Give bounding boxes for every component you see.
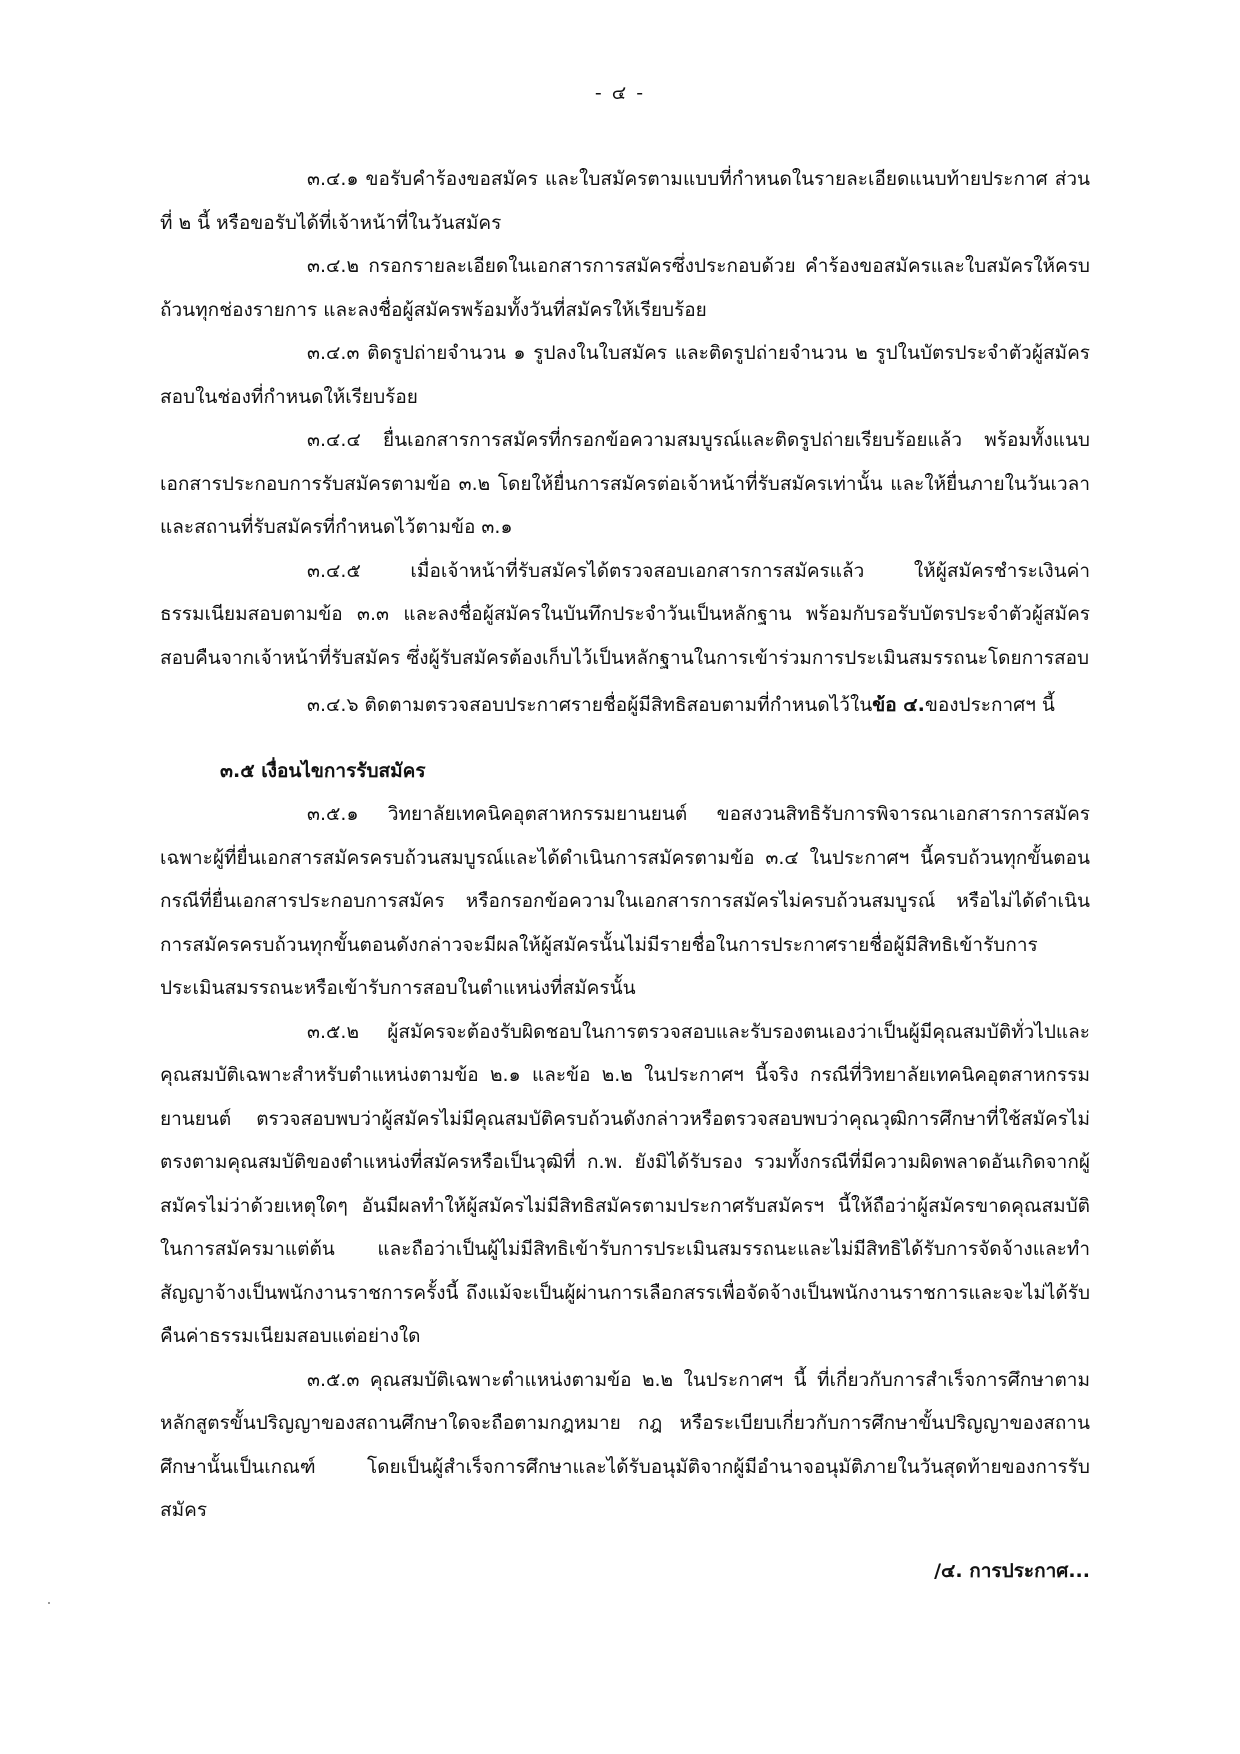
- paragraph-3-5-3: ๓.๕.๓ คุณสมบัติเฉพาะตำแหน่งตามข้อ ๒.๒ ในประกาศฯ นี้ ที่เกี่ยวกับการสำเร็จการศึกษาตามหลักสูตรขั้นปริญญาของสถานศึกษาใดจะถือตามกฎหมาย กฎ หรือระเบียบเกี่ยวกับการศึกษาขั้นปริญญาของสถานศึกษานั้นเป็นเกณฑ์ โดยเป็นผู้สำเร็จการศึกษาและได้รับอนุมัติจากผู้มีอำนาจอนุมัติภายในวันสุดท้ายของการรับสมัคร: [160, 1368, 1090, 1521]
- document-body: [160, 158, 1090, 1533]
- paragraph-3-5-1: ๓.๕.๑ วิทยาลัยเทคนิคอุตสาหกรรมยานยนต์ ขอสงวนสิทธิรับการพิจารณาเอกสารการสมัครเฉพาะผู้ที่ยื่นเอกสารสมัครครบถ้วนสมบูรณ์และได้ดำเนินการสมัครตามข้อ ๓.๔ ในประกาศฯ นี้ครบถ้วนทุกขั้นตอน กรณีที่ยื่นเอกสารประกอบการสมัคร หรือกรอกข้อความในเอกสารการสมัครไม่ครบถ้วนสมบูรณ์ หรือไม่ได้ดำเนินการสมัครครบถ้วนทุกขั้นตอนดังกล่าวจะมีผลให้ผู้สมัครนั้นไม่มีรายชื่อในการประกาศรายชื่อผู้มีสิทธิเข้ารับการประเมินสมรรถนะหรือเข้ารับการสอบในตำแหน่งที่สมัครนั้น: [160, 803, 1090, 999]
- page-number: - ๔ -: [594, 82, 646, 104]
- paragraph-3-4-1: ๓.๔.๑ ขอรับคำร้องขอสมัคร และใบสมัครตามแบบที่กำหนดในรายละเอียดแนบท้ายประกาศ ส่วนที่ ๒ นี้ หรือขอรับได้ที่เจ้าหน้าที่ในวันสมัคร: [160, 168, 1090, 234]
- paragraph-3-4-4: ๓.๔.๔ ยื่นเอกสารการสมัครที่กรอกข้อความสมบูรณ์และติดรูปถ่ายเรียบร้อยแล้ว พร้อมทั้งแนบเอกสารประกอบการรับสมัครตามข้อ ๓.๒ โดยให้ยื่นการสมัครต่อเจ้าหน้าที่รับสมัครเท่านั้น และให้ยื่นภายในวันเวลาและสถานที่รับสมัครที่กำหนดไว้ตามข้อ ๓.๑: [160, 429, 1090, 538]
- paragraph-3-5-2: ๓.๕.๒ ผู้สมัครจะต้องรับผิดชอบในการตรวจสอบและรับรองตนเองว่าเป็นผู้มีคุณสมบัติทั่วไปและคุณสมบัติเฉพาะสำหรับตำแหน่งตามข้อ ๒.๑ และข้อ ๒.๒ ในประกาศฯ นี้จริง กรณีที่วิทยาลัยเทคนิคอุตสาหกรรมยานยนต์ ตรวจสอบพบว่าผู้สมัครไม่มีคุณสมบัติครบถ้วนดังกล่าวหรือตรวจสอบพบว่าคุณวุฒิการศึกษาที่ใช้สมัครไม่ตรงตามคุณสมบัติของตำแหน่งที่สมัครหรือเป็นวุฒิที่ ก.พ. ยังมิได้รับรอง รวมทั้งกรณีที่มีความผิดพลาดอันเกิดจากผู้สมัครไม่ว่าด้วยเหตุใดๆ อันมีผลทำให้ผู้สมัครไม่มีสิทธิสมัครตามประกาศรับสมัครฯ นี้ให้ถือว่าผู้สมัครขาดคุณสมบัติในการสมัครมาแต่ต้น และถือว่าเป็นผู้ไม่มีสิทธิเข้ารับการประเมินสมรรถนะและไม่มีสิทธิได้รับการจัดจ้างและทำสัญญาจ้างเป็นพนักงานราชการครั้งนี้ ถึงแม้จะเป็นผู้ผ่านการเลือกสรรเพื่อจัดจ้างเป็นพนักงานราชการและจะไม่ได้รับคืนค่าธรรมเนียมสอบแต่อย่างใด: [160, 1020, 1090, 1347]
- paragraph-3-4-6-bold-ref: ข้อ ๔.: [872, 694, 925, 716]
- paragraph-3-4-6-text: ๓.๔.๖ ติดตามตรวจสอบประกาศรายชื่อผู้มีสิทธิสอบตามที่กำหนดไว้ใน: [307, 694, 873, 716]
- paragraph-3-4-5: ๓.๔.๕ เมื่อเจ้าหน้าที่รับสมัครได้ตรวจสอบเอกสารการสมัครแล้ว ให้ผู้สมัครชำระเงินค่าธรรมเนียมสอบตามข้อ ๓.๓ และลงชื่อผู้สมัครในบันทึกประจำวันเป็นหลักฐาน พร้อมกับรอรับบัตรประจำตัวผู้สมัครสอบคืนจากเจ้าหน้าที่รับสมัคร ซึ่งผู้รับสมัครต้องเก็บไว้เป็นหลักฐานในการเข้าร่วมการประเมินสมรรถนะโดยการสอบ: [160, 559, 1090, 669]
- paragraph-3-4-6-text-end: ของประกาศฯ นี้: [924, 694, 1055, 716]
- paragraph-3-4-6: [160, 684, 1090, 728]
- section-heading-3-5: ๓.๕ เงื่อนไขการรับสมัคร: [220, 759, 426, 782]
- paragraph-3-4-3: ๓.๔.๓ ติดรูปถ่ายจำนวน ๑ รูปลงในใบสมัคร และติดรูปถ่ายจำนวน ๒ รูปในบัตรประจำตัวผู้สมัครสอบในช่องที่กำหนดให้เรียบร้อย: [160, 342, 1090, 408]
- continuation-marker: /๔. การประกาศ...: [934, 1560, 1090, 1582]
- scan-speck: [48, 1602, 50, 1604]
- paragraph-3-4-2: ๓.๔.๒ กรอกรายละเอียดในเอกสารการสมัครซึ่งประกอบด้วย คำร้องขอสมัครและใบสมัครให้ครบถ้วนทุกช่องรายการ และลงชื่อผู้สมัครพร้อมทั้งวันที่สมัครให้เรียบร้อย: [160, 255, 1090, 321]
